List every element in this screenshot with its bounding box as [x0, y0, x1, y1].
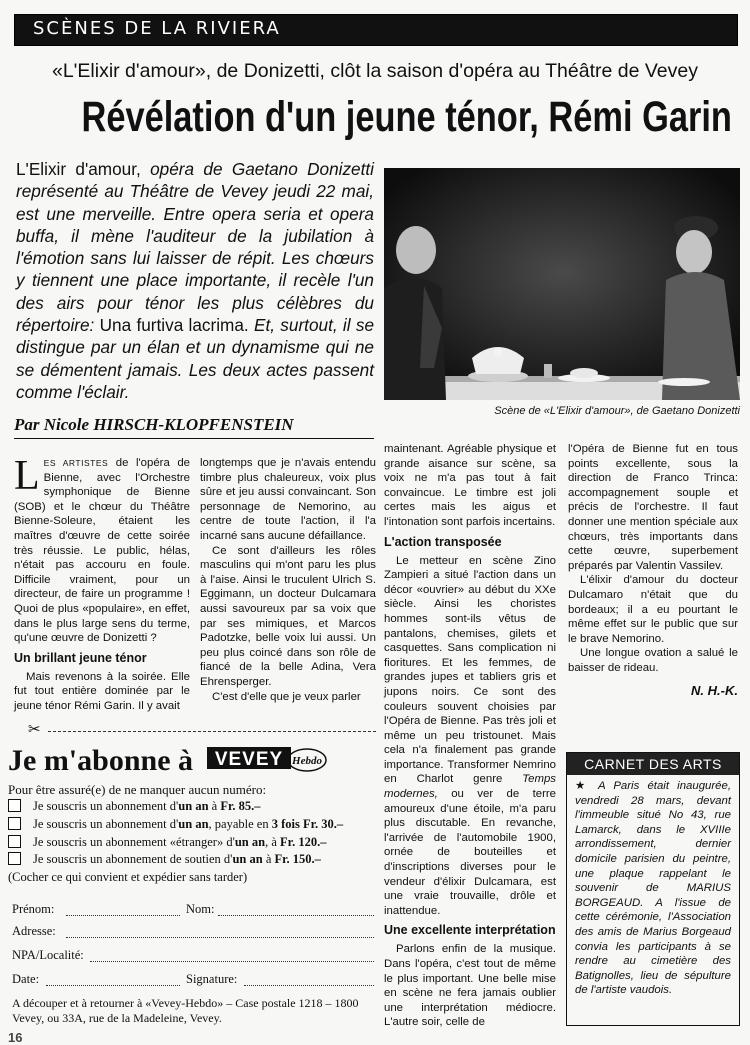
- logo-text: VEVEY: [214, 749, 283, 771]
- scissors-icon: ✂: [28, 720, 41, 738]
- col1-p2: Mais revenons à la soirée. Elle fut tout entière dominée par le jeune ténor Rémi Garin. Il y avait: [14, 670, 190, 712]
- intro-aria: Una furtiva lacrima.: [94, 315, 249, 336]
- logo-sub: Hebdo: [291, 755, 322, 768]
- subhead-interpretation: Une excellente interprétation: [384, 923, 556, 938]
- label-nom: Nom:: [186, 902, 215, 916]
- col1-smallcaps: ES ARTISTES: [43, 458, 109, 468]
- star-icon: ★: [575, 780, 591, 792]
- carnet-text: [567, 775, 739, 1002]
- col2-p1: longtemps que je n'avais entendu timbre plus chaleureux, voix plus sûre et jeu aussi convaincant. Son personnage de Nemorino, au centre de toute l'action, il l'a incarné sans aucune défaillance.: [200, 457, 376, 542]
- option-text-pre: Je souscris un abonnement d': [33, 816, 179, 831]
- option-text-b1: un an: [232, 852, 263, 867]
- subscription-option: [8, 816, 376, 834]
- subscription-option: [8, 851, 376, 869]
- option-text-b1: un an: [234, 834, 266, 849]
- coupon-title: Je m'abonne à: [8, 744, 194, 777]
- intro-text1: opéra de Gaetano Donizetti représenté au Théâtre de Vevey jeudi 22 mai, est une merveille. Entre opera seria et opera buffa, il mène l'auditeur de la jubilation à l'émotion sans lui laisser de répit. Les chœurs y tiennent une place importante, il recèle l'un des airs pour ténor les plus célèbres du répertoire:: [16, 159, 374, 336]
- article-column-4: [568, 442, 738, 698]
- option-text-mid: à: [208, 799, 221, 813]
- article-column-1: [14, 453, 190, 714]
- page-footer: [8, 1030, 748, 1044]
- col4-p3: Une longue ovation a salué le baisser de rideau.: [568, 647, 738, 674]
- col2-p2: Ce sont d'ailleurs les rôles masculins qui m'ont paru les plus à l'aise. Ainsi le truculent Ulrich S. Eggimann, un docteur Dulcamara aussi savoureux par sa voix que par ses mimiques, et Marcos Padotzke, belle voix lui aussi. Un peu plus coincé dans son rôle de fiancé de la belle Adina, Vera Ehrensperger.: [200, 544, 376, 688]
- intro-lead: L'Elixir d'amour,: [16, 159, 141, 179]
- option-checkbox[interactable]: [8, 835, 21, 848]
- signature-field[interactable]: [244, 985, 374, 986]
- option-checkbox[interactable]: [8, 852, 21, 865]
- rubric-label: SCÈNES DE LA RIVIERA: [33, 18, 281, 39]
- subscription-option: [8, 798, 376, 816]
- option-checkbox[interactable]: [8, 817, 21, 830]
- coupon-options: [8, 798, 376, 869]
- option-text-mid: , à: [265, 834, 281, 849]
- option-text-mid: , payable en: [208, 816, 272, 831]
- npa-field[interactable]: [90, 961, 374, 962]
- col2-p3: C'est d'elle que je veux parler: [212, 690, 361, 703]
- option-text-mid: à: [262, 852, 275, 867]
- col3-p2b: ou ver de terre amoureux d'une étoile, m'a paru plus discutable. En revanche, l'arrivée de l'automobile 1900, ornée de bouteilles et d'inscriptions diverses pour le vendeur d'élixir Dulcamara, est une vraie trouvaille, drôle et inattendue.: [384, 788, 556, 917]
- option-text-pre: Je souscris un abonnement d': [33, 799, 179, 813]
- nom-field[interactable]: [218, 915, 374, 916]
- label-signature: Signature:: [186, 972, 238, 986]
- option-text-pre: Je souscris un abonnement «étranger» d': [33, 834, 235, 849]
- byline: Par Nicole HIRSCH-KLOPFENSTEIN: [14, 415, 374, 439]
- subscription-coupon: [8, 744, 376, 885]
- section-rubric: [14, 14, 738, 46]
- option-text-b2: Fr. 150.–: [274, 852, 321, 867]
- subscription-option: [8, 834, 376, 852]
- coupon-intro: Pour être assuré(e) de ne manquer aucun numéro:: [8, 782, 267, 797]
- col3-p2i: Temps modernes,: [384, 773, 556, 801]
- article-column-2: [200, 456, 376, 704]
- option-text-b2: Fr. 120.–: [280, 834, 327, 849]
- subhead-brillant: Un brillant jeune ténor: [14, 650, 147, 665]
- option-text-b2: Fr. 85.–: [220, 799, 261, 813]
- col4-p1: l'Opéra de Bienne fut en tous points excellente, sous la direction de Franco Trinca: accompagnement souple et précis de l'orchestre. Il faut donner une mention spéciale aux chœurs, très importants dans cette œuvre, superbement préparés par Valentin Vassilev.: [568, 443, 738, 572]
- col4-p2: L'élixir d'amour du docteur Dulcamaro n'était que du bordeaux; il a eu pourtant le même effet sur le public que sur le brave Nemorino.: [568, 574, 738, 645]
- col3-p2a: Le metteur en scène Zino Zampieri a situé l'action dans un décor «ouvrier» au début du XXe siècle. Ainsi les choristes hommes sont-ils vêtus de pantalons, chemises, gilets et casquettes. Sans complication ni fioritures. Et les femmes, de grandes jupes et tabliers gris et jupons noirs. Ce sont des couleurs souvent choisies par l'Opéra de Bienne. Pas très joli et même un peu tristounet. Mais cela n'a finalement pas grande importance. Transformer Nemrino en Charlot genre: [384, 554, 556, 786]
- date-field[interactable]: [46, 985, 180, 986]
- carnet-des-arts-box: [566, 752, 740, 1026]
- option-text-pre: Je souscris un abonnement de soutien d': [33, 852, 233, 867]
- page-number: 16: [8, 1030, 23, 1045]
- option-checkbox[interactable]: [8, 799, 21, 812]
- intro-text2: Et, surtout, il se distingue par un élan et un dynamisme qui ne se démentent jamais. Les deux actes passent comme l'éclair.: [16, 315, 374, 402]
- label-date: Date:: [12, 972, 40, 986]
- col1-p1: de l'opéra de Bienne, avec l'Orchestre symphonique de Bienne (SOB) et le chœur du Théâtre Bienne-Soleure, étaient les maîtres d'œuvre de cette soirée très réussie. Le public, hélas, n'était pas accouru en foule. Difficile vraiment, pour un directeur, de faire un programme ! Quoi de plus «populaire», en effet, dans le plus large sens du terme, qu'une œuvre de Donizetti ?: [14, 457, 190, 645]
- subhead-action: L'action transposée: [384, 534, 502, 549]
- carnet-title: CARNET DES ARTS: [567, 753, 739, 775]
- coupon-title-row: [8, 744, 376, 778]
- signature: N. H.-K.: [691, 682, 738, 698]
- label-prenom: Prénom:: [12, 902, 55, 916]
- coupon-note: (Cocher ce qui convient et expédier sans tarder): [8, 870, 248, 885]
- adresse-field[interactable]: [66, 937, 374, 938]
- cut-line: [14, 720, 376, 738]
- vevey-hebdo-logo: [207, 745, 327, 773]
- kicker: «L'Elixir d'amour», de Donizetti, clôt la saison d'opéra au Théâtre de Vevey: [51, 60, 698, 82]
- coupon-return-address: A découper et à retourner à «Vevey-Hebdo» – Case postale 1218 – 1800 Vevey, ou 33A, rue de la Madeleine, Vevey.: [12, 996, 359, 1025]
- photo-caption: Scène de «L'Elixir d'amour», de Gaetano Donizetti: [494, 405, 740, 417]
- label-npa: NPA/Localité:: [12, 948, 84, 962]
- option-text-b2: 3 fois Fr. 30.–: [271, 816, 344, 831]
- col3-p3: Parlons enfin de la musique. Dans l'opéra, c'est tout de même le plus important. Une belle mise en scène ne fera jamais oublier une interprétation médiocre. L'autre soir, celle de: [384, 943, 556, 1029]
- prenom-field[interactable]: [66, 915, 180, 916]
- drop-cap: L: [14, 453, 40, 499]
- intro-paragraph: [16, 158, 374, 403]
- label-adresse: Adresse:: [12, 924, 56, 938]
- col3-p1: maintenant. Agréable physique et grande aisance sur scène, sa voix ne m'a pas tout à fait convaincue. Le timbre est joli certes mais les aigus et l'intonation sont parfois incertains.: [384, 443, 556, 528]
- carnet-body: A Paris était inaugurée, vendredi 28 mars, devant l'immeuble situé No 43, rue Lamarck, dans le XVIIIe arrondissement, dernier domicile parisien du peintre, une plaque rappelant le souvenir de MARIUS BORGEAUD. A l'issue de cette cérémonie, l'Association des amis de Marius Borgeaud convia les participants à se rendre au cimetière des Batignolles, lieu de sépulture de l'artiste vaudois.: [575, 780, 731, 997]
- article-column-3: [384, 442, 556, 1030]
- option-text-b1: un an: [178, 816, 209, 831]
- dashed-divider: [48, 731, 376, 732]
- option-text-b1: un an: [178, 799, 209, 813]
- stage-photo-image: [384, 168, 740, 400]
- stage-photo: [384, 168, 740, 400]
- headline: Révélation d'un jeune ténor, Rémi Garin: [81, 93, 732, 141]
